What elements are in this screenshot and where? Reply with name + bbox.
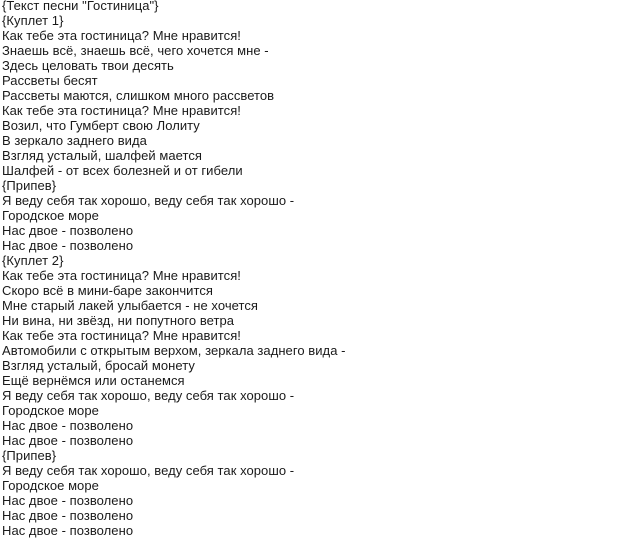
lyric-line: Нас двое - позволено xyxy=(2,523,134,538)
lyric-line: Нас двое - позволено xyxy=(2,493,134,508)
lyric-line: Я веду себя так хорошо, веду себя так хорошо - xyxy=(2,388,295,403)
lyric-line: {Текст песни "Гостиница"} xyxy=(2,0,159,13)
lyric-line: {Куплет 1} xyxy=(2,13,64,28)
lyric-line: Городское море xyxy=(2,208,99,223)
lyric-line: Шалфей - от всех болезней и от гибели xyxy=(2,163,243,178)
lyric-line: Мне старый лакей улыбается - не хочется xyxy=(2,298,258,313)
lyric-line: Городское море xyxy=(2,478,99,493)
lyric-line: Автомобили с открытым верхом, зеркала заднего вида - xyxy=(2,343,346,358)
lyric-line: Ни вина, ни звёзд, ни попутного ветра xyxy=(2,313,235,328)
lyric-line: Взгляд усталый, шалфей мается xyxy=(2,148,203,163)
lyric-line: Как тебе эта гостиница? Мне нравится! xyxy=(2,268,241,283)
lyric-line: Городское море xyxy=(2,403,99,418)
lyric-line: Скоро всё в мини-баре закончится xyxy=(2,283,213,298)
lyric-line: {Припев} xyxy=(2,448,57,463)
lyric-line: Как тебе эта гостиница? Мне нравится! xyxy=(2,103,241,118)
lyric-line: В зеркало заднего вида xyxy=(2,133,147,148)
lyric-line: Рассветы маются, слишком много рассветов xyxy=(2,88,275,103)
lyric-line: Ещё вернёмся или останемся xyxy=(2,373,185,388)
lyric-line: Нас двое - позволено xyxy=(2,433,134,448)
lyric-line: Я веду себя так хорошо, веду себя так хорошо - xyxy=(2,193,295,208)
lyric-line: Нас двое - позволено xyxy=(2,223,134,238)
lyric-line: Как тебе эта гостиница? Мне нравится! xyxy=(2,28,241,43)
lyric-line: Нас двое - позволено xyxy=(2,418,134,433)
lyric-line: Рассветы бесят xyxy=(2,73,98,88)
lyric-line: Взгляд усталый, бросай монету xyxy=(2,358,195,373)
lyric-line: Возил, что Гумберт свою Лолиту xyxy=(2,118,200,133)
lyrics-text xyxy=(2,0,346,538)
lyric-line: Знаешь всё, знаешь всё, чего хочется мне - xyxy=(2,43,269,58)
lyric-line: {Припев} xyxy=(2,178,57,193)
lyric-line: Здесь целовать твои десять xyxy=(2,58,174,73)
lyric-line: Я веду себя так хорошо, веду себя так хорошо - xyxy=(2,463,295,478)
lyric-line: Нас двое - позволено xyxy=(2,508,134,523)
lyric-line: Нас двое - позволено xyxy=(2,238,134,253)
lyric-line: {Куплет 2} xyxy=(2,253,64,268)
lyric-line: Как тебе эта гостиница? Мне нравится! xyxy=(2,328,241,343)
